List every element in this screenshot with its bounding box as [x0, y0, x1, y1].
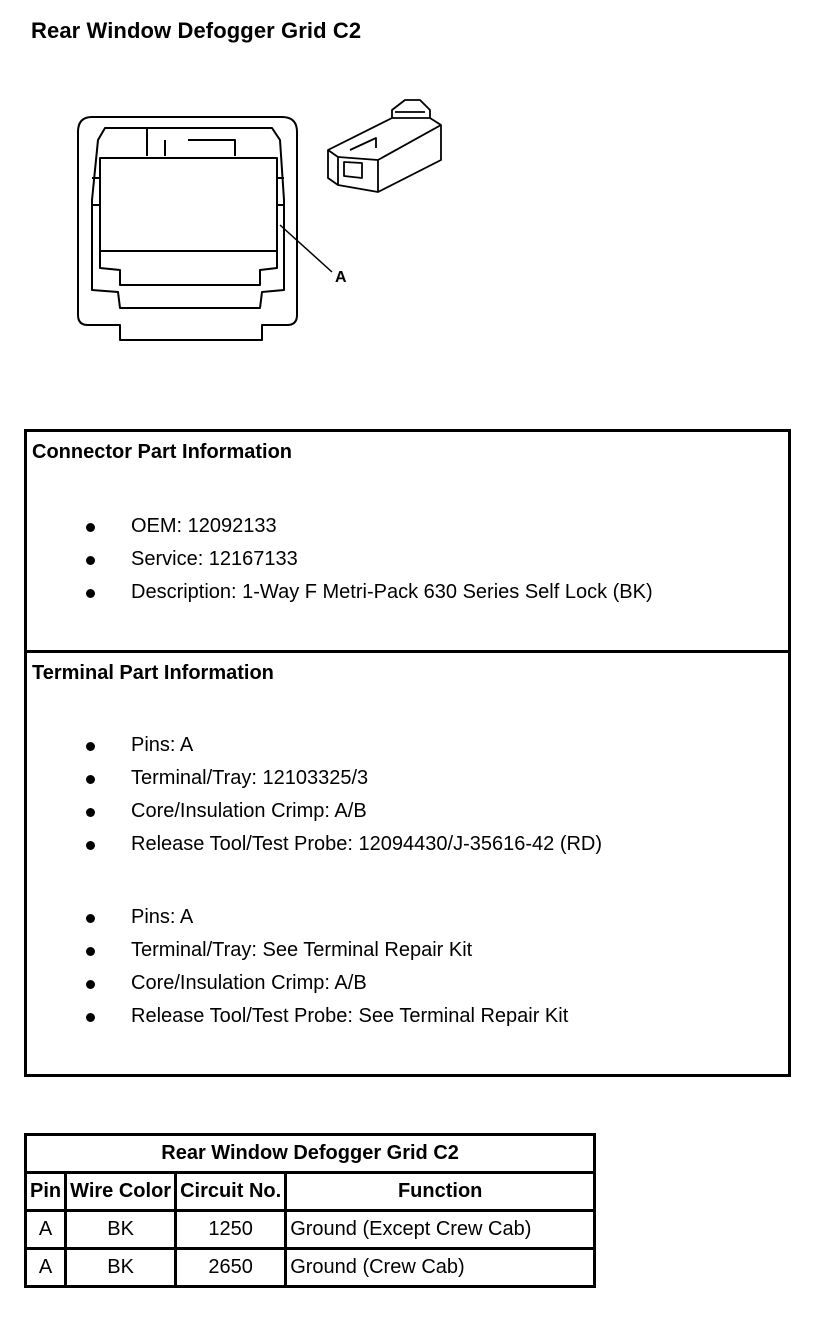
terminal-part-heading: Terminal Part Information	[32, 662, 274, 684]
cell-function: Ground (Except Crew Cab)	[286, 1211, 595, 1249]
table-row	[26, 1211, 595, 1249]
column-header-pin: Pin	[26, 1173, 66, 1211]
bullet-icon	[86, 808, 95, 817]
bullet-icon	[86, 523, 95, 532]
table-header-row	[26, 1173, 595, 1211]
column-header-function: Function	[286, 1173, 595, 1211]
connector-face-drawing	[0, 0, 460, 350]
bullet-icon	[86, 589, 95, 598]
page-title: Rear Window Defogger Grid C2	[31, 18, 362, 43]
cell-wire-color: BK	[66, 1211, 176, 1249]
connector-part-heading: Connector Part Information	[32, 441, 293, 463]
bullet-icon	[86, 947, 95, 956]
table-caption-row	[26, 1135, 595, 1173]
bullet-icon	[86, 775, 95, 784]
cell-wire-color: BK	[66, 1249, 176, 1287]
column-header-circuit-no: Circuit No.	[176, 1173, 286, 1211]
bullet-icon	[86, 841, 95, 850]
table-caption: Rear Window Defogger Grid C2	[26, 1135, 595, 1173]
cell-circuit-no: 2650	[176, 1249, 286, 1287]
table-row	[26, 1249, 595, 1287]
terminal-part-section: Terminal Part Information Pins: A Terminal/Tray: 12103325/3 Core/Insulation Crimp: A/B Release Tool/Test Probe: 12094430/J-35616-42 (RD) Pins: A Terminal/Tray: See Terminal Repair Kit Core/Insulation Crimp: A/B Release Tool/Test Probe: See Terminal Repair Kit	[32, 662, 603, 1027]
cell-circuit-no: 1250	[176, 1211, 286, 1249]
bullet-icon	[86, 980, 95, 989]
cell-pin: A	[26, 1249, 66, 1287]
cell-function: Ground (Crew Cab)	[286, 1249, 595, 1287]
pin-table	[24, 1133, 596, 1288]
callout-label-a: A	[335, 269, 347, 286]
part-information-box	[24, 429, 791, 1077]
bullet-icon	[86, 914, 95, 923]
connector-part-section: Connector Part Information OEM: 12092133 Service: 12167133 Description: 1-Way F Metri-Pack 630 Series Self Lock (BK)	[27, 432, 788, 653]
bullet-icon	[86, 556, 95, 565]
column-header-wire-color: Wire Color	[66, 1173, 176, 1211]
bullet-icon	[86, 1013, 95, 1022]
cell-pin: A	[26, 1211, 66, 1249]
bullet-icon	[86, 742, 95, 751]
